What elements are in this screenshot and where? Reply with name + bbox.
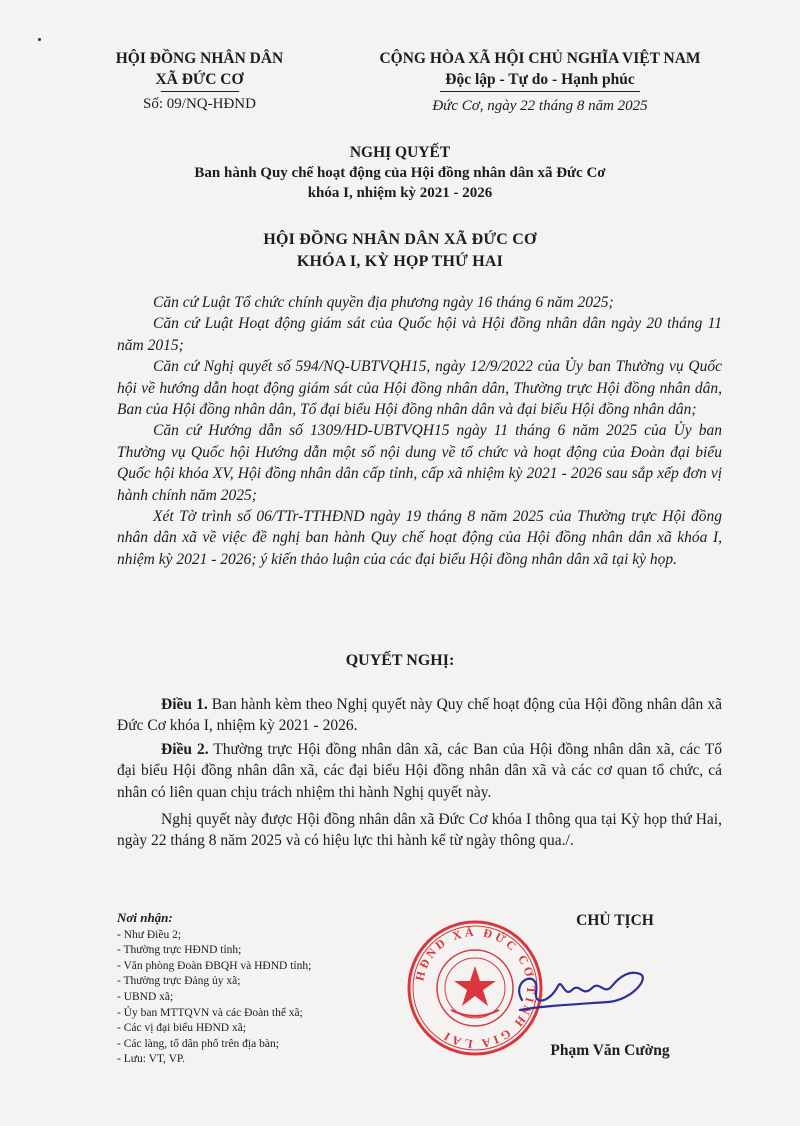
closing-paragraph: Nghị quyết này được Hội đồng nhân dân xã Đức Cơ khóa I thông qua tại Kỳ họp thứ Hai, ngày 22 tháng 8 năm 2025 và có hiệu lực thi hành kể từ ngày thông qua./.	[117, 811, 722, 850]
signer-name: Phạm Văn Cường	[550, 1042, 670, 1059]
council-heading	[100, 229, 700, 273]
articles	[117, 694, 722, 854]
basis-item: Căn cứ Nghị quyết số 594/NQ-UBTVQH15, ngày 12/9/2022 của Ủy ban Thường vụ Quốc hội về hướng dẫn hoạt động giám sát của Hội đồng nhân dân, Thường trực Hội đồng nhân dân, Ban của Hội đồng nhân dân, Tổ đại biểu Hội đồng nhân dân và đại biểu Hội đồng nhân dân;	[117, 358, 722, 419]
recipient-item: - UBND xã;	[117, 990, 174, 1003]
authority-line-2: XÃ ĐỨC CƠ	[155, 71, 244, 88]
basis-item: Xét Tờ trình số 06/TTr-TTHĐND ngày 19 tháng 8 năm 2025 của Thường trực Hội đồng nhân dân xã về việc đề nghị ban hành Quy chế hoạt động của Hội đồng nhân dân xã khóa I, nhiệm kỳ 2021 - 2026; ý kiến thảo luận của các đại biểu Hội đồng nhân dân xã tại kỳ họp.	[117, 508, 722, 568]
authority-underline	[161, 91, 239, 92]
authority-line-1: HỘI ĐỒNG NHÂN DÂN	[115, 50, 284, 67]
recipient-item: - Ủy ban MTTQVN và các Đoàn thể xã;	[117, 1006, 303, 1019]
handwritten-signature	[500, 940, 670, 1040]
council-line-1: HỘI ĐỒNG NHÂN DÂN XÃ ĐỨC CƠ	[263, 231, 537, 248]
recipient-item: - Các làng, tổ dân phố trên địa bàn;	[117, 1037, 279, 1050]
decision-heading: QUYẾT NGHỊ:	[345, 652, 455, 669]
issuing-authority	[92, 48, 307, 113]
place-date: Đức Cơ, ngày 22 tháng 8 năm 2025	[432, 98, 648, 114]
recipient-item: - Văn phòng Đoàn ĐBQH và HĐND tỉnh;	[117, 959, 312, 972]
recipient-item: - Như Điều 2;	[117, 928, 182, 941]
svg-text:HĐND XÃ ĐỨC CƠ TỈNH GIA LAI: HĐND XÃ ĐỨC CƠ TỈNH GIA LAI	[412, 924, 539, 1052]
recipient-item: - Lưu: VT, VP.	[117, 1053, 185, 1066]
recipients-heading: Nơi nhận:	[117, 910, 173, 925]
document-title	[100, 143, 700, 203]
recipient-item: - Thường trực HĐND tỉnh;	[117, 944, 242, 957]
basis-item: Căn cứ Luật Tổ chức chính quyền địa phương ngày 16 tháng 6 năm 2025;	[153, 294, 614, 311]
signer-title: CHỦ TỊCH	[576, 912, 654, 929]
article-2	[117, 739, 722, 803]
article-2-text: Thường trực Hội đồng nhân dân xã, các Ban của Hội đồng nhân dân xã, các Tổ đại biểu Hội đồng nhân dân xã, các đại biểu Hội đồng nhân dân xã và các cơ quan tổ chức, cá nhân có liên quan chịu trách nhiệm thi hành Nghị quyết này.	[117, 740, 722, 801]
basis-item: Căn cứ Luật Hoạt động giám sát của Quốc hội và Hội đồng nhân dân ngày 20 tháng 11 năm 2015;	[117, 315, 722, 354]
article-1	[117, 694, 722, 737]
article-1-label: Điều 1.	[161, 696, 208, 713]
council-line-2: KHÓA I, KỲ HỌP THỨ HAI	[296, 253, 504, 270]
country-name: CỘNG HÒA XÃ HỘI CHỦ NGHĨA VIỆT NAM	[379, 50, 701, 67]
recipient-item: - Các vị đại biểu HĐND xã;	[117, 1022, 247, 1035]
recipient-item: - Thường trực Đảng ủy xã;	[117, 975, 241, 988]
national-motto: Độc lập - Tự do - Hạnh phúc	[445, 71, 635, 88]
motto-underline	[440, 91, 640, 92]
article-2-label: Điều 2.	[161, 740, 209, 758]
recipients-list	[117, 910, 447, 1068]
article-1-text: Ban hành kèm theo Nghị quyết này Quy chế hoạt động của Hội đồng nhân dân xã Đức Cơ khóa I, nhiệm kỳ 2021 - 2026.	[117, 696, 723, 735]
national-heading	[335, 48, 745, 115]
document-number: Số: 09/NQ-HĐND	[143, 96, 256, 112]
legal-basis	[117, 292, 722, 570]
title-main: NGHỊ QUYẾT	[349, 144, 451, 161]
title-sub-1: Ban hành Quy chế hoạt động của Hội đồng nhân dân xã Đức Cơ	[194, 165, 606, 181]
scan-speck	[38, 38, 41, 41]
title-sub-2: khóa I, nhiệm kỳ 2021 - 2026	[307, 185, 493, 201]
basis-item: Căn cứ Hướng dẫn số 1309/HD-UBTVQH15 ngày 11 tháng 6 năm 2025 của Ủy ban Thường vụ Quốc hội Hướng dẫn một số nội dung về tổ chức và hoạt động của Đoàn đại biểu Quốc hội khóa XV, Hội đồng nhân dân cấp tỉnh, cấp xã nhiệm kỳ 2021 - 2026 sau sắp xếp đơn vị hành chính năm 2025;	[117, 422, 722, 504]
